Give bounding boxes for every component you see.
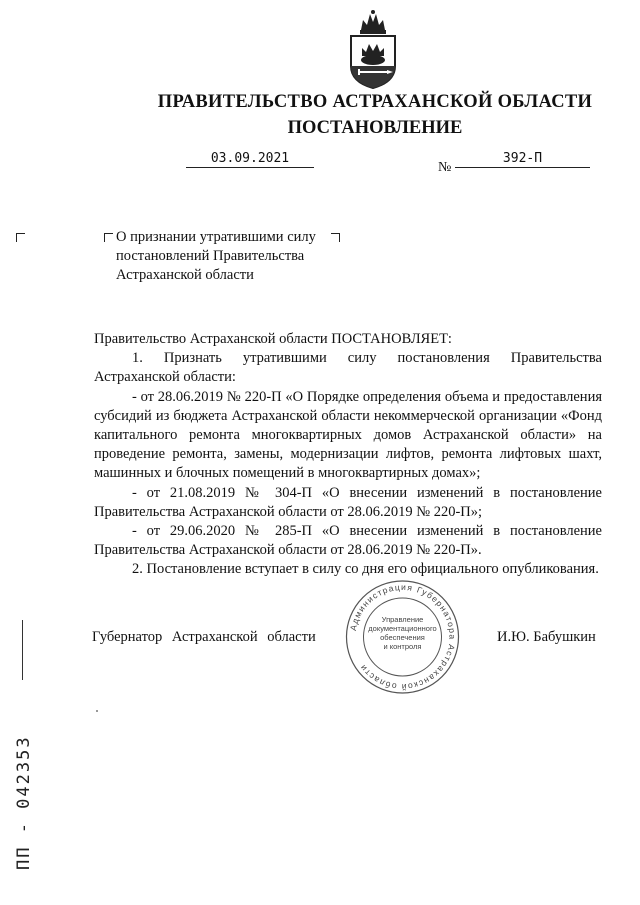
body-subitem-a: - от 28.06.2019 № 220-П «О Порядке определения объема и предоставления субсидий из бюджета Астраханской области некоммерческой организации «Фонд капитального ремонта многоквартирных домов Астраханской области» на проведение ремонта, замены, модернизации лифтов, ремонта лифтовых шахт, машинных и блочных помещений в многоквартирных домах»;	[94, 388, 602, 482]
document-body	[94, 330, 602, 580]
official-stamp	[345, 578, 460, 696]
signatory-position: Губернатор Астраханской области	[92, 629, 316, 645]
body-item-2: 2. Постановление вступает в силу со дня его официального опубликования.	[132, 561, 599, 578]
body-item-1: 1. Признать утратившими силу постановления Правительства Астраханской области:	[94, 350, 602, 386]
body-subitem-b: - от 21.08.2019 № 304-П «О внесении изменений в постановление Правительства Астраханской области от 28.06.2019 № 220-П»;	[94, 484, 602, 520]
stamp-inner-line: Управление	[381, 615, 424, 624]
document-subject: О признании утратившими силу постановлений Правительства Астраханской области	[116, 229, 316, 283]
side-registration-code	[10, 712, 36, 870]
stamp-inner-line: и контроля	[383, 642, 422, 651]
document-number: 392-П	[455, 151, 590, 168]
document-date: 03.09.2021	[186, 151, 314, 168]
document-type-title: ПОСТАНОВЛЕНИЕ	[287, 118, 463, 138]
corner-mark-left	[16, 233, 25, 242]
organization-title: ПРАВИТЕЛЬСТВО АСТРАХАНСКОЙ ОБЛАСТИ	[157, 92, 593, 112]
signatory-name: И.Ю. Бабушкин	[497, 629, 596, 645]
body-intro: Правительство Астраханской области ПОСТАНОВЛЯЕТ:	[94, 331, 452, 347]
scan-dot	[96, 710, 98, 712]
corner-mark-subject-left	[104, 233, 113, 242]
stamp-inner-line: документационного	[368, 624, 437, 633]
svg-text:ПП - 042353: ПП - 042353	[14, 735, 34, 870]
stamp-inner-line: обеспечения	[380, 633, 425, 642]
stamp-outer-text: Администрация Губернатора Астраханской области	[347, 581, 458, 693]
number-label: №	[438, 160, 452, 175]
margin-line	[22, 620, 23, 680]
coat-of-arms-emblem	[345, 8, 401, 92]
svg-text:Управлениедокументационногообе	[368, 615, 436, 651]
body-subitem-c: - от 29.06.2020 № 285-П «О внесении изменений в постановление Правительства Астраханской области от 28.06.2019 № 220-П».	[94, 523, 602, 559]
